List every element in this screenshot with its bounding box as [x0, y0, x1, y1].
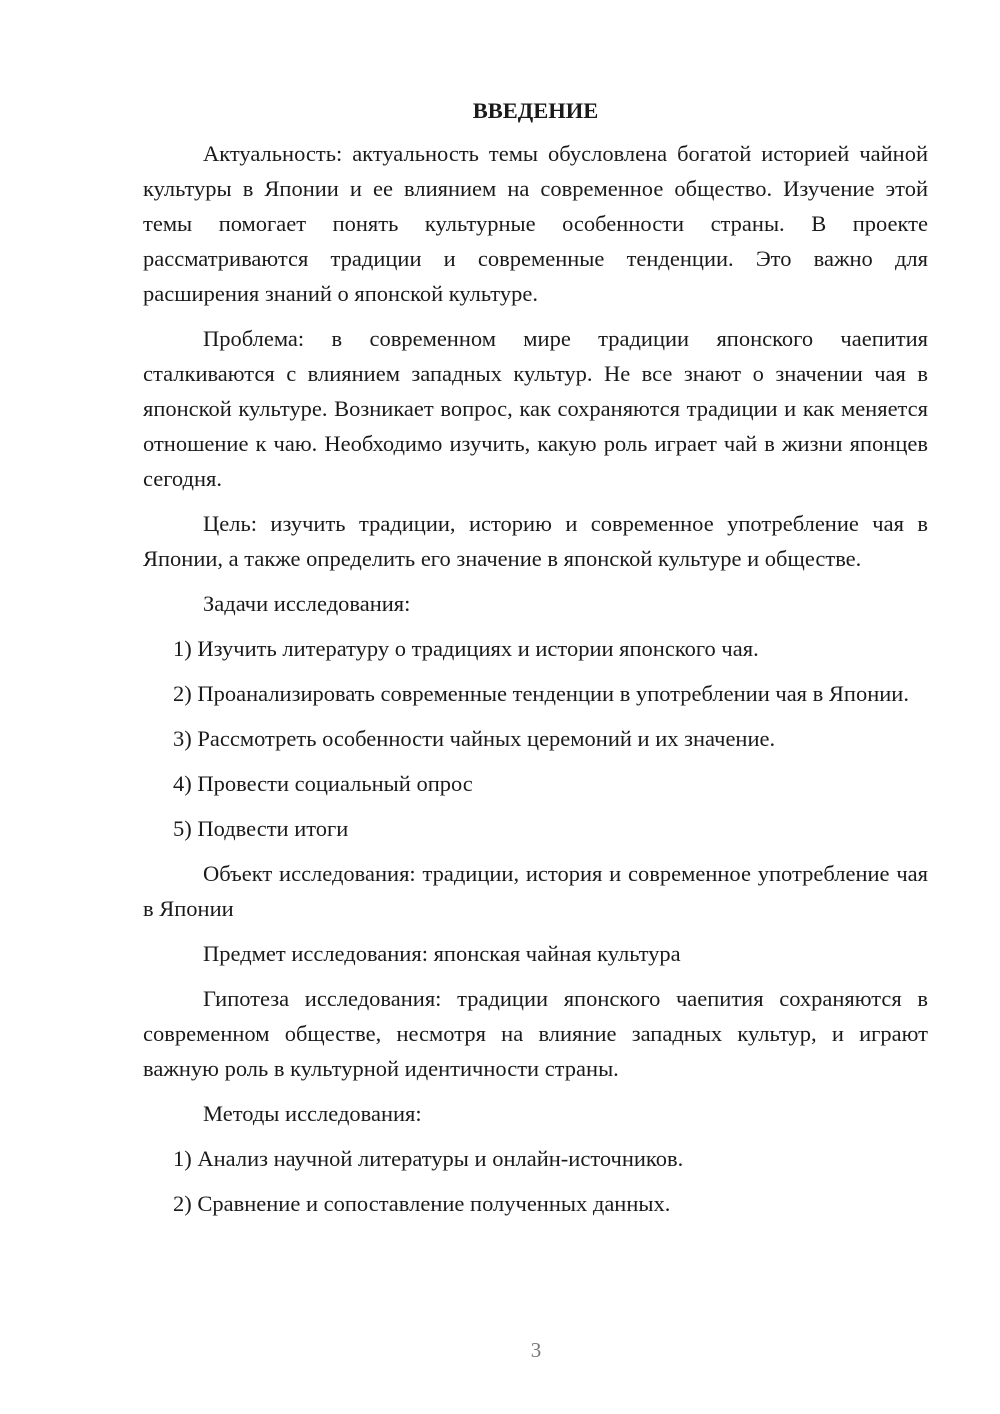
- task-item-3: 3) Рассмотреть особенности чайных церемоний и их значение.: [173, 726, 776, 751]
- paragraph-methods-heading: Методы исследования:: [203, 1101, 422, 1126]
- paragraph-tasks-heading: Задачи исследования:: [203, 591, 411, 616]
- paragraph-subject: Предмет исследования: японская чайная культура: [203, 941, 681, 966]
- task-item-1: 1) Изучить литературу о традициях и истории японского чая.: [173, 636, 759, 661]
- method-item-1: 1) Анализ научной литературы и онлайн-источников.: [173, 1146, 684, 1171]
- task-item-5: 5) Подвести итоги: [173, 816, 349, 841]
- paragraph-hypothesis: Гипотеза исследования: традиции японского чаепития сохраняются в современном обществе, несмотря на влияние западных культур, и играют важную роль в культурной идентичности страны.: [143, 986, 928, 1081]
- task-item-4: 4) Провести социальный опрос: [173, 771, 473, 796]
- page-content: [143, 92, 928, 1221]
- page-number: 3: [530, 1338, 542, 1362]
- task-item-2: 2) Проанализировать современные тенденции в употреблении чая в Японии.: [173, 681, 909, 706]
- paragraph-object: Объект исследования: традиции, история и современное употребление чая в Японии: [143, 861, 928, 921]
- paragraph-goal: Цель: изучить традиции, историю и современное употребление чая в Японии, а также определить его значение в японской культуре и обществе.: [143, 511, 928, 571]
- paragraph-relevance: Актуальность: актуальность темы обусловлена богатой историей чайной культуры в Японии и ее влиянием на современное общество. Изучение этой темы помогает понять культурные особенности страны. В проекте рассматриваются традиции и современные тенденции. Это важно для расширения знаний о японской культуре.: [143, 141, 928, 306]
- method-item-2: 2) Сравнение и сопоставление полученных данных.: [173, 1191, 671, 1216]
- paragraph-problem: Проблема: в современном мире традиции японского чаепития сталкиваются с влиянием западных культур. Не все знают о значении чая в японской культуре. Возникает вопрос, как сохраняются традиции и как меняется отношение к чаю. Необходимо изучить, какую роль играет чай в жизни японцев сегодня.: [143, 326, 928, 491]
- section-title: ВВЕДЕНИЕ: [472, 98, 599, 123]
